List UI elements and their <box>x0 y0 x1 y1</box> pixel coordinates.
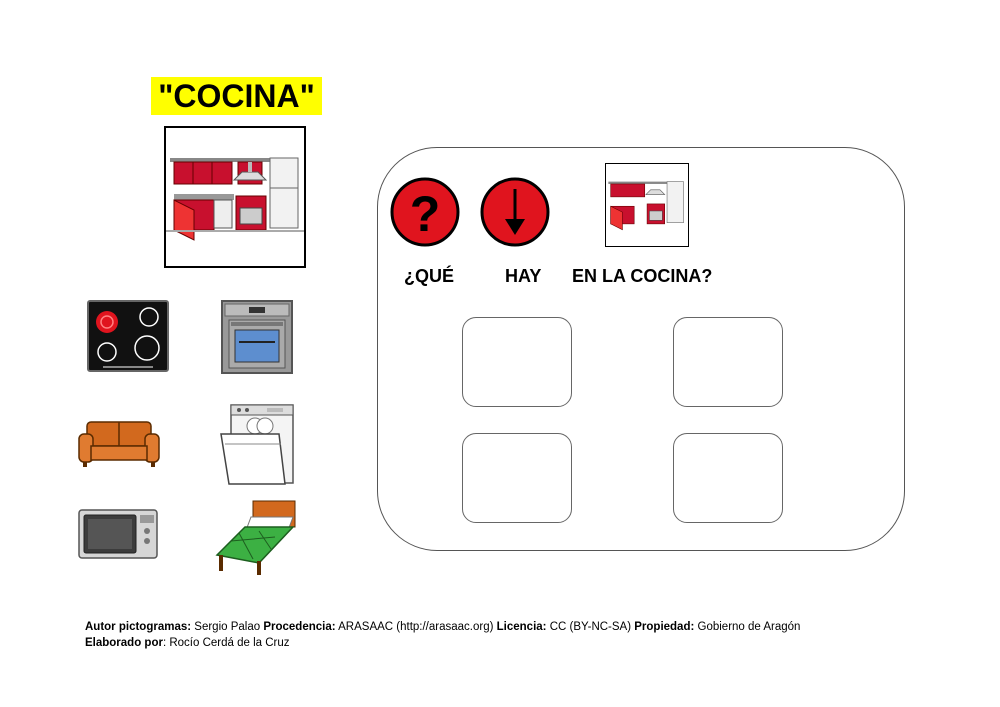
answer-slot-4[interactable] <box>673 433 783 523</box>
credit-elaborado-label: Elaborado por <box>85 637 163 649</box>
worksheet-title: "COCINA" <box>151 77 322 115</box>
credit-elaborado-value: : Rocío Cerdá de la Cruz <box>162 637 290 649</box>
bed-icon[interactable] <box>215 497 299 582</box>
answer-slot-1[interactable] <box>462 317 572 407</box>
question-word-hay: HAY <box>505 266 542 286</box>
credit-procedencia-value: ARASAAC (http://arasaac.org) <box>335 621 497 633</box>
credit-procedencia-label: Procedencia: <box>263 621 336 633</box>
question-mark-icon <box>390 177 460 252</box>
svg-text:?: ? <box>409 186 441 242</box>
credit-propiedad-label: Propiedad: <box>634 621 695 633</box>
sofa-icon[interactable] <box>77 420 161 473</box>
oven-icon[interactable] <box>221 300 293 379</box>
credit-licencia-value: CC (BY-NC-SA) <box>546 621 635 633</box>
kitchen-small-icon <box>605 163 689 247</box>
answer-slot-2[interactable] <box>673 317 783 407</box>
answer-slot-3[interactable] <box>462 433 572 523</box>
credit-autor-value: Sergio Palao <box>191 621 264 633</box>
credit-autor-label: Autor pictogramas: <box>85 621 192 633</box>
credit-propiedad-value: Gobierno de Aragón <box>694 621 801 633</box>
microwave-icon[interactable] <box>78 509 158 564</box>
kitchen-icon <box>164 126 306 268</box>
dishwasher-icon[interactable] <box>219 404 295 491</box>
question-word-cocina: EN LA COCINA? <box>572 266 713 286</box>
credit-licencia-label: Licencia: <box>496 621 547 633</box>
stove-icon[interactable] <box>87 300 169 377</box>
question-word-que: ¿QUÉ <box>404 266 455 286</box>
arrow-down-icon <box>480 177 550 252</box>
credits <box>85 619 800 651</box>
